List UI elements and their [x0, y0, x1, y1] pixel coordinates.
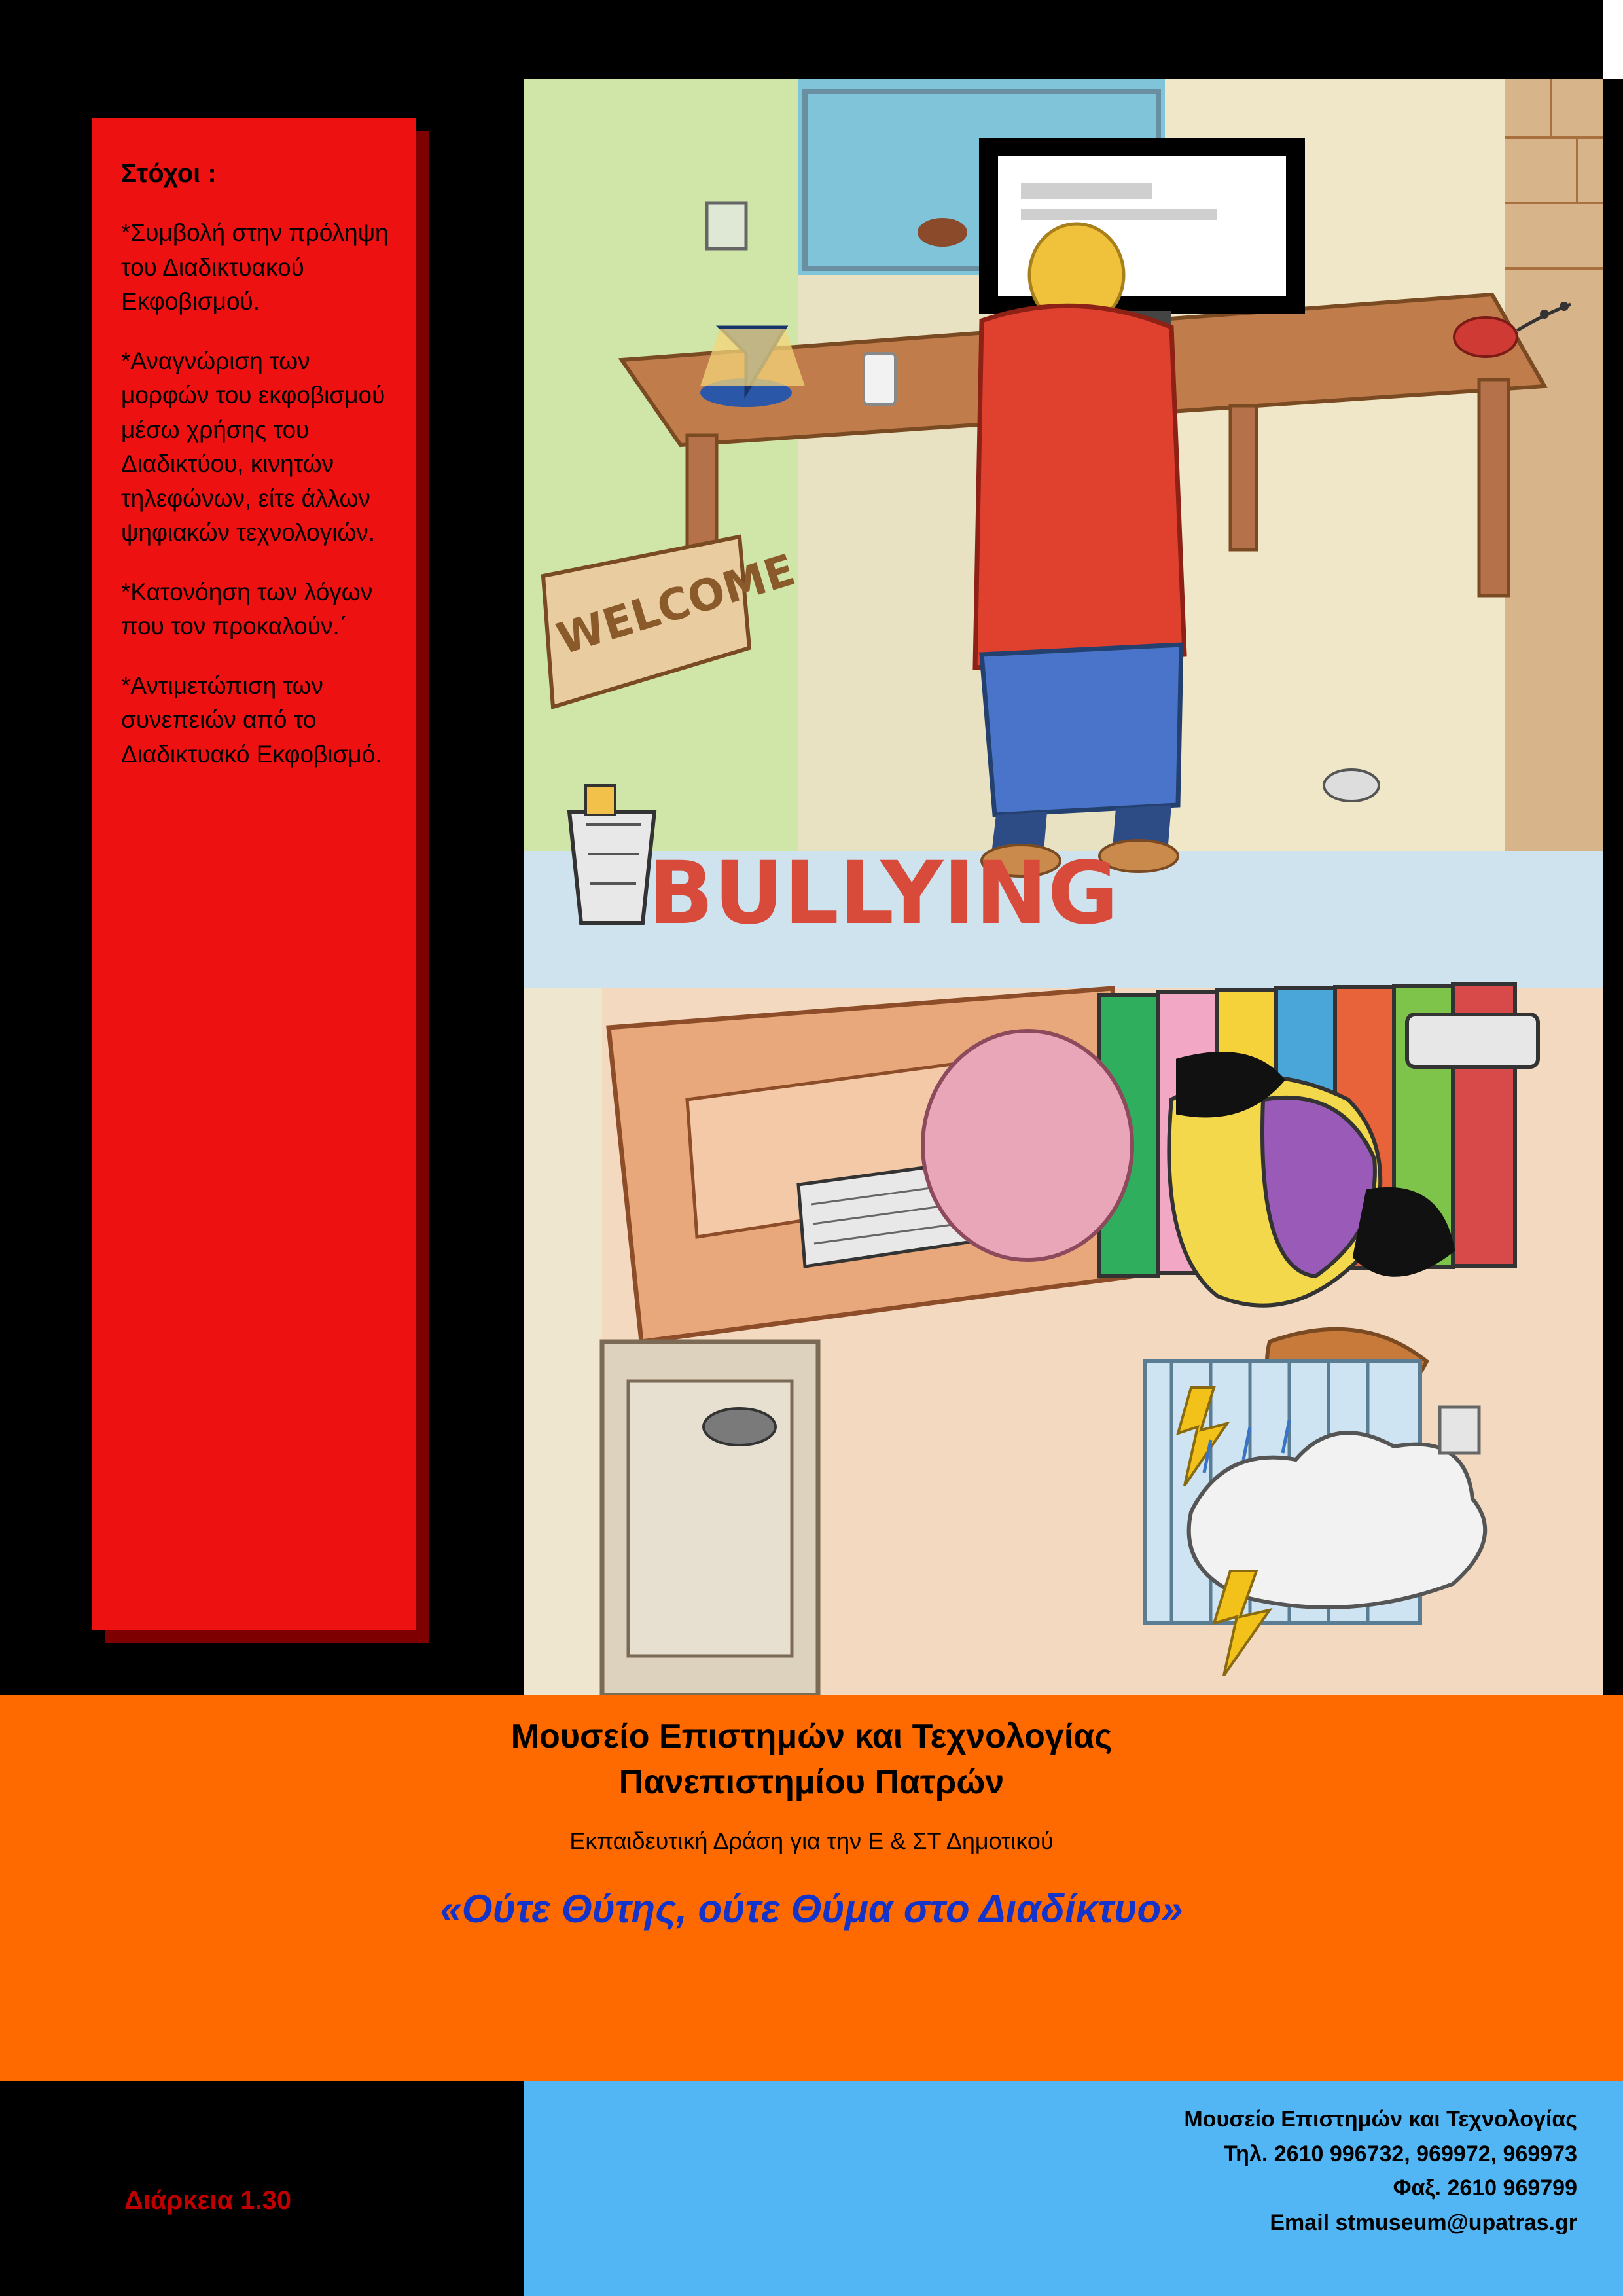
goals-item: *Συμβολή στην πρόληψη του Διαδικτυακού Εκφοβισμού. — [121, 219, 389, 315]
activity-subtitle: Εκπαιδευτική Δράση για την Ε & ΣΤ Δημοτικού — [569, 1827, 1054, 1855]
bullying-text: BULLYING — [648, 843, 1118, 944]
goals-title: Στόχοι : — [121, 159, 217, 188]
goals-box — [92, 118, 416, 1630]
contact-fax: Φαξ. 2610 969799 — [1393, 2176, 1577, 2201]
goals-item: *Αντιμετώπιση των συνεπειών από το Διαδικτυακό Εκφοβισμό. — [121, 672, 382, 768]
museum-name-line2: Πανεπιστημίου Πατρών — [618, 1763, 1005, 1802]
contact-phone: Τηλ. 2610 996732, 969972, 969973 — [1223, 2141, 1577, 2166]
goals-item: *Κατονόηση των λόγων που τον προκαλούν.΄ — [121, 578, 373, 640]
activity-slogan: «Ούτε Θύτης, ούτε Θύμα στο Διαδίκτυο» — [440, 1887, 1183, 1931]
goals-item: *Αναγνώριση των μορφών του εκφοβισμού μέσω χρήσης του Διαδικτύου, κινητών τηλεφώνων, είτε άλλων ψηφιακών τεχνολογιών. — [121, 347, 385, 547]
contact-email: Email stmuseum@upatras.gr — [1270, 2210, 1577, 2236]
artwork-illustration — [524, 79, 1603, 1695]
top-white-strip — [1603, 0, 1623, 79]
orange-info-band — [0, 1695, 1623, 2081]
duration-label: Διάρκεια 1.30 — [124, 2186, 292, 2215]
museum-name-line1: Μουσείο Επιστημών και Τεχνολογίας — [510, 1717, 1113, 1755]
welcome-text: WELCOME — [551, 544, 801, 665]
contact-box — [524, 2081, 1623, 2296]
poster-artwork — [524, 79, 1603, 1695]
contact-line: Μουσείο Επιστημών και Τεχνολογίας — [1184, 2107, 1577, 2132]
